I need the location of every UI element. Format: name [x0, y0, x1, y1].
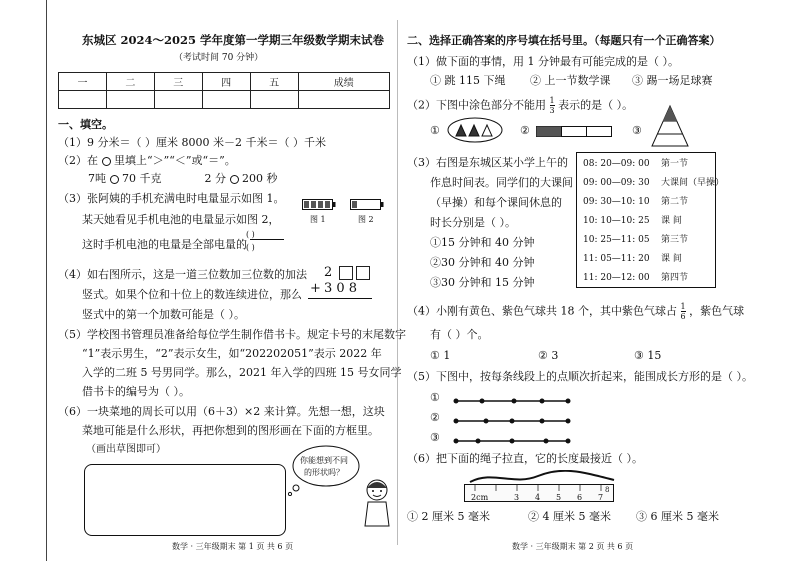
schedule-activity: 第四节 — [661, 273, 689, 283]
score-cell[interactable] — [202, 91, 250, 109]
p2-q5-option2[interactable]: ② — [430, 411, 440, 424]
ruler-unit: 2cm — [471, 493, 489, 502]
p1-q5-line1: （5）学校图书管理员准备给每位学生制作借书卡。规定卡号的末尾数字 — [58, 328, 406, 341]
schedule-time: 08: 20—09: 00 — [583, 159, 650, 169]
p1-q2-left1: 7吨 — [88, 172, 106, 185]
figure1-label: 图 1 — [310, 215, 326, 224]
score-header-1: 一 — [59, 73, 107, 91]
page1-footer: 数学 · 三年级期末 第 1 页 共 6 页 — [172, 542, 294, 551]
center-divider — [397, 20, 398, 545]
fraction-answer-blank[interactable]: ( ) ( ) — [246, 230, 288, 250]
p1-q3-line2: 某天她看见手机电池的电量显示如图 2， — [82, 213, 280, 226]
score-header-5: 五 — [250, 73, 298, 91]
p2-q4-stem-b: ，紫色气球 — [689, 304, 745, 318]
exam-title: 东城区 2024～2025 学年度第一学期三年级数学期末试卷 — [82, 33, 385, 47]
schedule-activity: 课 间 — [661, 216, 682, 226]
p2-q4-stem-a: （4）小刚有黄色、紫色气球共 18 个，其中紫色气球占 — [407, 304, 677, 318]
p1-q3-line1: （3）张阿姨的手机充满电时电量显示如图 1。 — [58, 192, 285, 205]
exam-duration: （考试时间 70 分钟） — [174, 53, 264, 63]
p2-q6-option2[interactable]: ② 4 厘米 5 毫米 — [528, 510, 611, 523]
p2-q4-line2: 有（ ）个。 — [430, 328, 489, 341]
p2-q2-option1[interactable]: ① — [430, 124, 440, 137]
p2-q3-option2[interactable]: ②30 分钟和 40 分钟 — [430, 256, 535, 269]
schedule-time: 09: 30—10: 10 — [583, 197, 650, 207]
p2-q2-stem-a: （2）下图中涂色部分不能用 — [407, 98, 546, 112]
digit-box[interactable] — [339, 266, 353, 280]
score-cell[interactable] — [298, 91, 389, 109]
p2-q5-stem: （5）下图中，按每条线段上的点顺次折起来，能围成长方形的是（ ）。 — [407, 370, 753, 383]
p1-q5-line3: 入学的二班 5 号男同学。那么，2021 年入学的四班 15 号女同学 — [82, 366, 402, 379]
schedule-time: 11: 05—11: 20 — [583, 254, 650, 264]
p2-q2-option2[interactable]: ② — [520, 124, 530, 137]
ruler-tick: 3 — [514, 493, 520, 502]
schedule-activity: 第二节 — [661, 197, 689, 207]
ruler-tick: 4 — [535, 493, 541, 502]
sketch-hint: （画出草图即可） — [86, 444, 166, 455]
addend1-digit: 2 — [324, 265, 333, 280]
p2-q4-line1 — [407, 302, 744, 321]
p1-q6-line2: 菜地可能是什么形状，再把你想到的图形画在下面的方框里。 — [82, 424, 379, 437]
p1-q6-line1: （6）一块菜地的周长可以用（6＋3）×2 来计算。先想一想，这块 — [58, 405, 385, 418]
score-header-total: 成绩 — [298, 73, 389, 91]
p2-q4-option3[interactable]: ③ 15 — [634, 349, 662, 362]
score-header-4: 四 — [202, 73, 250, 91]
schedule-table — [576, 152, 725, 288]
bubble-line2: 的形状吗？ — [304, 468, 344, 477]
section1-title: 一、填空。 — [58, 118, 113, 131]
p2-q1-option2[interactable]: ② 上一节数学课 — [530, 74, 611, 87]
strip-bar-icon — [536, 123, 612, 142]
schedule-activity: 第三节 — [661, 235, 689, 245]
p1-q3-line3: 这时手机电池的电量是全部电量的 — [82, 238, 247, 251]
schedule-activity: 大课间（早操） — [661, 178, 725, 188]
p2-q6-stem: （6）把下面的绳子拉直，它的长度最接近（ ）。 — [407, 452, 643, 465]
p2-q6-option1[interactable]: ① 2 厘米 5 毫米 — [407, 510, 490, 523]
p2-q2-option3[interactable]: ③ — [632, 124, 642, 137]
p1-q4-line2: 竖式。如果个位和十位上的数连续进位，那么 — [82, 288, 302, 301]
schedule-time: 11: 20—12: 00 — [583, 273, 650, 283]
p2-q5-option3[interactable]: ③ — [430, 431, 440, 444]
fraction-one-sixth: $\frac{1}{6}$ — [680, 302, 686, 321]
triangles-in-oval-icon — [446, 116, 504, 148]
fraction-one-third: $\frac{1}{3}$ — [549, 96, 555, 115]
sketch-drawing-box[interactable] — [84, 464, 286, 536]
p2-q3-line2: 作息时间表。同学们的大课间 — [430, 176, 573, 189]
p2-q3-option1[interactable]: ①15 分钟和 40 分钟 — [430, 236, 535, 249]
score-cell[interactable] — [154, 91, 202, 109]
section2-title: 二、选择正确答案的序号填在括号里。（每题只有一个正确答案） — [407, 34, 721, 47]
layered-triangle-icon — [650, 104, 690, 152]
digit-box[interactable] — [356, 266, 370, 280]
compare-circle-icon — [102, 157, 111, 166]
p2-q1-option1[interactable]: ① 跳 115 下绳 — [430, 74, 506, 87]
p1-q5-line2: “1”表示男生，“2”表示女生，如“202202051”表示 2022 年 — [82, 347, 382, 360]
p1-q2 — [58, 154, 236, 167]
schedule-activity: 课 间 — [661, 254, 682, 264]
score-header-3: 三 — [154, 73, 202, 91]
ruler-tick: 5 — [556, 493, 562, 502]
p1-q4-line3: 竖式中的第一个加数可能是（ ）。 — [82, 308, 245, 321]
score-cell[interactable] — [106, 91, 154, 109]
ruler — [464, 484, 614, 502]
p2-q3-option3[interactable]: ③30 分钟和 15 分钟 — [430, 276, 535, 289]
addend2: 3 0 8 — [324, 281, 358, 296]
p1-q1: （1）9 分米＝（ ）厘米 8000 米－2 千米＝（ ）千米 — [58, 136, 326, 149]
p1-q2-suffix: 里填上“＞”“＜”或“＝”。 — [114, 154, 236, 167]
p1-q5-line4: 借书卡的编号为（ ）。 — [82, 385, 190, 398]
p2-q3-line4: 时长分别是（ ）。 — [430, 216, 516, 229]
p2-q6-option3[interactable]: ③ 6 厘米 5 毫米 — [636, 510, 719, 523]
segment-1-dots — [452, 392, 572, 411]
figure2-label: 图 2 — [358, 215, 374, 224]
schedule-time: 10: 10—10: 25 — [583, 216, 650, 226]
p2-q2-stem-b: 表示的是（ ）。 — [558, 98, 634, 112]
p2-q1-stem: （1）做下面的事情，用 1 分钟最有可能完成的是（ ）。 — [407, 55, 679, 68]
p1-q2-right1: 70 千克 — [122, 172, 162, 185]
compare-circle-icon[interactable] — [230, 175, 239, 184]
p1-q4-line1: （4）如右图所示，这是一道三位数加三位数的加法 — [58, 268, 307, 281]
p1-q2-right2: 200 秒 — [242, 172, 278, 185]
p1-q2-left2: 2 分 — [204, 172, 226, 185]
p2-q2-stem — [407, 96, 633, 115]
score-table — [58, 72, 390, 109]
p2-q5-option1[interactable]: ① — [430, 391, 440, 404]
ruler-tick: 7 — [598, 493, 604, 502]
plus-sign: + — [310, 281, 321, 296]
segment-3-dots — [452, 432, 572, 451]
p1-q2-items — [88, 172, 278, 185]
schedule-time: 10: 25—11: 05 — [583, 235, 650, 245]
p2-q3-line3: （早操）和每个课间休息的 — [430, 196, 562, 209]
p2-q1-option3[interactable]: ③ 踢一场足球赛 — [632, 74, 713, 87]
segment-2-dots — [452, 412, 572, 431]
student-cartoon-icon — [362, 478, 392, 532]
schedule-time: 09: 00—09: 30 — [583, 178, 650, 188]
p2-q4-option2[interactable]: ② 3 — [538, 349, 559, 362]
bubble-line1: 你能想到不同 — [300, 456, 348, 465]
ruler-tick: 6 — [577, 493, 583, 502]
p2-q4-option1[interactable]: ① 1 — [430, 349, 451, 362]
schedule-activity: 第一节 — [661, 159, 689, 169]
thought-bubble — [286, 444, 360, 496]
p1-q2-prefix: （2）在 — [58, 154, 98, 167]
compare-circle-icon[interactable] — [110, 175, 119, 184]
score-header-2: 二 — [106, 73, 154, 91]
vertical-addition — [308, 266, 374, 300]
binding-line — [46, 0, 47, 561]
score-cell[interactable] — [59, 91, 107, 109]
p2-q3-line1: （3）右图是东城区某小学上午的 — [407, 156, 568, 169]
page2-footer: 数学 · 三年级期末 第 2 页 共 6 页 — [512, 542, 634, 551]
ruler-tick: 8 — [605, 486, 610, 494]
score-cell[interactable] — [250, 91, 298, 109]
